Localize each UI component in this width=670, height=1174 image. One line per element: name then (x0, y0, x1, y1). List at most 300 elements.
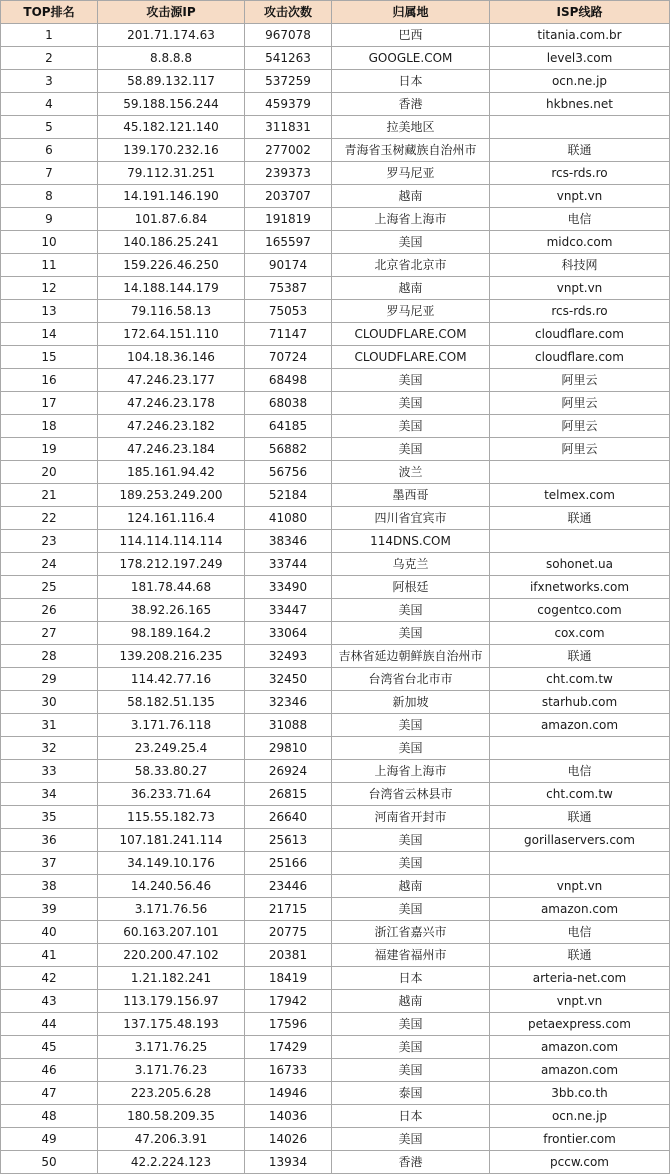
isp-cell: rcs-rds.ro (490, 300, 670, 323)
location-cell: 青海省玉树藏族自治州市 (332, 139, 490, 162)
source-ip-cell: 59.188.156.244 (98, 93, 245, 116)
table-row (1, 70, 670, 93)
table-row (1, 599, 670, 622)
attack-count-cell: 17942 (245, 990, 332, 1013)
location-cell: 美国 (332, 829, 490, 852)
table-row (1, 1105, 670, 1128)
isp-cell: hkbnes.net (490, 93, 670, 116)
table-body (1, 24, 670, 1174)
location-cell: 河南省开封市 (332, 806, 490, 829)
location-cell: 墨西哥 (332, 484, 490, 507)
attack-count-cell: 18419 (245, 967, 332, 990)
header-rank: TOP排名 (1, 1, 98, 24)
table-row (1, 622, 670, 645)
rank-cell: 50 (1, 1151, 98, 1174)
source-ip-cell: 58.33.80.27 (98, 760, 245, 783)
table-row (1, 438, 670, 461)
source-ip-cell: 159.226.46.250 (98, 254, 245, 277)
attack-count-cell: 52184 (245, 484, 332, 507)
location-cell: 新加坡 (332, 691, 490, 714)
location-cell: CLOUDFLARE.COM (332, 346, 490, 369)
source-ip-cell: 42.2.224.123 (98, 1151, 245, 1174)
rank-cell: 47 (1, 1082, 98, 1105)
isp-cell (490, 530, 670, 553)
source-ip-cell: 114.114.114.114 (98, 530, 245, 553)
rank-cell: 28 (1, 645, 98, 668)
rank-cell: 14 (1, 323, 98, 346)
table-row (1, 208, 670, 231)
source-ip-cell: 104.18.36.146 (98, 346, 245, 369)
rank-cell: 35 (1, 806, 98, 829)
source-ip-cell: 79.116.58.13 (98, 300, 245, 323)
location-cell: 美国 (332, 369, 490, 392)
attack-count-cell: 32493 (245, 645, 332, 668)
isp-cell: 3bb.co.th (490, 1082, 670, 1105)
location-cell: 乌克兰 (332, 553, 490, 576)
source-ip-cell: 114.42.77.16 (98, 668, 245, 691)
rank-cell: 21 (1, 484, 98, 507)
attack-count-cell: 203707 (245, 185, 332, 208)
isp-cell: petaexpress.com (490, 1013, 670, 1036)
table-row (1, 1013, 670, 1036)
source-ip-cell: 38.92.26.165 (98, 599, 245, 622)
source-ip-cell: 58.182.51.135 (98, 691, 245, 714)
table-row (1, 875, 670, 898)
rank-cell: 15 (1, 346, 98, 369)
attack-count-cell: 21715 (245, 898, 332, 921)
rank-cell: 17 (1, 392, 98, 415)
location-cell: 美国 (332, 415, 490, 438)
source-ip-cell: 79.112.31.251 (98, 162, 245, 185)
rank-cell: 48 (1, 1105, 98, 1128)
attack-count-cell: 33064 (245, 622, 332, 645)
isp-cell: rcs-rds.ro (490, 162, 670, 185)
isp-cell: 阿里云 (490, 392, 670, 415)
location-cell: 美国 (332, 737, 490, 760)
table-row (1, 760, 670, 783)
isp-cell: ocn.ne.jp (490, 1105, 670, 1128)
table-row (1, 392, 670, 415)
source-ip-cell: 220.200.47.102 (98, 944, 245, 967)
isp-cell: telmex.com (490, 484, 670, 507)
table-row (1, 530, 670, 553)
source-ip-cell: 1.21.182.241 (98, 967, 245, 990)
rank-cell: 29 (1, 668, 98, 691)
source-ip-cell: 47.246.23.184 (98, 438, 245, 461)
isp-cell: cloudflare.com (490, 323, 670, 346)
rank-cell: 24 (1, 553, 98, 576)
attack-count-cell: 311831 (245, 116, 332, 139)
table-row (1, 1059, 670, 1082)
table-row (1, 990, 670, 1013)
source-ip-cell: 14.188.144.179 (98, 277, 245, 300)
location-cell: 美国 (332, 1059, 490, 1082)
table-row (1, 668, 670, 691)
rank-cell: 7 (1, 162, 98, 185)
attack-count-cell: 25613 (245, 829, 332, 852)
location-cell: 香港 (332, 1151, 490, 1174)
isp-cell: 阿里云 (490, 369, 670, 392)
location-cell: 罗马尼亚 (332, 300, 490, 323)
table-row (1, 162, 670, 185)
isp-cell (490, 737, 670, 760)
table-row (1, 346, 670, 369)
location-cell: 波兰 (332, 461, 490, 484)
rank-cell: 31 (1, 714, 98, 737)
header-row (1, 1, 670, 24)
attack-count-cell: 20381 (245, 944, 332, 967)
isp-cell: 阿里云 (490, 415, 670, 438)
location-cell: 上海省上海市 (332, 208, 490, 231)
table-row (1, 783, 670, 806)
table-row (1, 1036, 670, 1059)
source-ip-cell: 98.189.164.2 (98, 622, 245, 645)
source-ip-cell: 58.89.132.117 (98, 70, 245, 93)
location-cell: 日本 (332, 1105, 490, 1128)
isp-cell: ocn.ne.jp (490, 70, 670, 93)
attack-count-cell: 41080 (245, 507, 332, 530)
location-cell: CLOUDFLARE.COM (332, 323, 490, 346)
source-ip-cell: 139.170.232.16 (98, 139, 245, 162)
source-ip-cell: 181.78.44.68 (98, 576, 245, 599)
location-cell: 美国 (332, 622, 490, 645)
location-cell: 泰国 (332, 1082, 490, 1105)
rank-cell: 5 (1, 116, 98, 139)
rank-cell: 37 (1, 852, 98, 875)
location-cell: 美国 (332, 714, 490, 737)
table-row (1, 277, 670, 300)
source-ip-cell: 45.182.121.140 (98, 116, 245, 139)
table-row (1, 139, 670, 162)
location-cell: 114DNS.COM (332, 530, 490, 553)
attack-count-cell: 459379 (245, 93, 332, 116)
attack-count-cell: 14026 (245, 1128, 332, 1151)
rank-cell: 2 (1, 47, 98, 70)
source-ip-cell: 113.179.156.97 (98, 990, 245, 1013)
isp-cell: level3.com (490, 47, 670, 70)
source-ip-cell: 47.246.23.177 (98, 369, 245, 392)
rank-cell: 11 (1, 254, 98, 277)
source-ip-cell: 115.55.182.73 (98, 806, 245, 829)
isp-cell: vnpt.vn (490, 875, 670, 898)
isp-cell: cht.com.tw (490, 668, 670, 691)
isp-cell: cht.com.tw (490, 783, 670, 806)
isp-cell: pccw.com (490, 1151, 670, 1174)
table-row (1, 1082, 670, 1105)
rank-cell: 43 (1, 990, 98, 1013)
source-ip-cell: 189.253.249.200 (98, 484, 245, 507)
attack-count-cell: 90174 (245, 254, 332, 277)
attack-count-cell: 33744 (245, 553, 332, 576)
rank-cell: 10 (1, 231, 98, 254)
source-ip-cell: 137.175.48.193 (98, 1013, 245, 1036)
attack-count-cell: 33447 (245, 599, 332, 622)
rank-cell: 34 (1, 783, 98, 806)
isp-cell: 阿里云 (490, 438, 670, 461)
isp-cell: 联通 (490, 944, 670, 967)
rank-cell: 9 (1, 208, 98, 231)
attack-count-cell: 277002 (245, 139, 332, 162)
attack-count-cell: 17596 (245, 1013, 332, 1036)
rank-cell: 32 (1, 737, 98, 760)
header-source-ip: 攻击源IP (98, 1, 245, 24)
attack-count-cell: 541263 (245, 47, 332, 70)
source-ip-cell: 223.205.6.28 (98, 1082, 245, 1105)
rank-cell: 1 (1, 24, 98, 47)
attack-count-cell: 14946 (245, 1082, 332, 1105)
source-ip-cell: 8.8.8.8 (98, 47, 245, 70)
rank-cell: 33 (1, 760, 98, 783)
attack-count-cell: 68498 (245, 369, 332, 392)
table-row (1, 1151, 670, 1174)
source-ip-cell: 3.171.76.56 (98, 898, 245, 921)
source-ip-cell: 3.171.76.118 (98, 714, 245, 737)
rank-cell: 30 (1, 691, 98, 714)
attack-count-cell: 56882 (245, 438, 332, 461)
rank-cell: 3 (1, 70, 98, 93)
header-isp: ISP线路 (490, 1, 670, 24)
table-row (1, 300, 670, 323)
table-row (1, 645, 670, 668)
source-ip-cell: 3.171.76.25 (98, 1036, 245, 1059)
location-cell: 越南 (332, 277, 490, 300)
rank-cell: 27 (1, 622, 98, 645)
rank-cell: 38 (1, 875, 98, 898)
location-cell: 吉林省延边朝鲜族自治州市 (332, 645, 490, 668)
source-ip-cell: 140.186.25.241 (98, 231, 245, 254)
rank-cell: 49 (1, 1128, 98, 1151)
rank-cell: 26 (1, 599, 98, 622)
table-header (1, 1, 670, 24)
isp-cell: amazon.com (490, 898, 670, 921)
isp-cell: 联通 (490, 507, 670, 530)
table-row (1, 898, 670, 921)
table-row (1, 24, 670, 47)
rank-cell: 22 (1, 507, 98, 530)
location-cell: 浙江省嘉兴市 (332, 921, 490, 944)
attack-count-cell: 75387 (245, 277, 332, 300)
source-ip-cell: 107.181.241.114 (98, 829, 245, 852)
source-ip-cell: 180.58.209.35 (98, 1105, 245, 1128)
rank-cell: 39 (1, 898, 98, 921)
isp-cell: 电信 (490, 208, 670, 231)
location-cell: 巴西 (332, 24, 490, 47)
table-row (1, 553, 670, 576)
table-row (1, 1128, 670, 1151)
table-row (1, 921, 670, 944)
table-row (1, 185, 670, 208)
rank-cell: 23 (1, 530, 98, 553)
table-row (1, 944, 670, 967)
source-ip-cell: 47.246.23.178 (98, 392, 245, 415)
isp-cell: starhub.com (490, 691, 670, 714)
source-ip-cell: 178.212.197.249 (98, 553, 245, 576)
location-cell: 越南 (332, 990, 490, 1013)
isp-cell: vnpt.vn (490, 277, 670, 300)
isp-cell: 联通 (490, 139, 670, 162)
table-row (1, 461, 670, 484)
attack-count-cell: 32346 (245, 691, 332, 714)
header-location: 归属地 (332, 1, 490, 24)
isp-cell (490, 116, 670, 139)
location-cell: 香港 (332, 93, 490, 116)
rank-cell: 40 (1, 921, 98, 944)
location-cell: 美国 (332, 231, 490, 254)
location-cell: 拉美地区 (332, 116, 490, 139)
attack-count-cell: 25166 (245, 852, 332, 875)
location-cell: 美国 (332, 1013, 490, 1036)
attack-count-cell: 33490 (245, 576, 332, 599)
rank-cell: 45 (1, 1036, 98, 1059)
table-row (1, 254, 670, 277)
table-row (1, 231, 670, 254)
isp-cell: cloudflare.com (490, 346, 670, 369)
table-row (1, 852, 670, 875)
isp-cell (490, 852, 670, 875)
isp-cell: 科技网 (490, 254, 670, 277)
location-cell: 美国 (332, 1036, 490, 1059)
source-ip-cell: 172.64.151.110 (98, 323, 245, 346)
rank-cell: 36 (1, 829, 98, 852)
location-cell: GOOGLE.COM (332, 47, 490, 70)
table-row (1, 369, 670, 392)
rank-cell: 4 (1, 93, 98, 116)
attack-count-cell: 16733 (245, 1059, 332, 1082)
table-row (1, 714, 670, 737)
attack-count-cell: 967078 (245, 24, 332, 47)
table-row (1, 737, 670, 760)
attack-count-cell: 14036 (245, 1105, 332, 1128)
source-ip-cell: 36.233.71.64 (98, 783, 245, 806)
attack-count-cell: 537259 (245, 70, 332, 93)
isp-cell: cogentco.com (490, 599, 670, 622)
isp-cell: arteria-net.com (490, 967, 670, 990)
rank-cell: 13 (1, 300, 98, 323)
location-cell: 四川省宜宾市 (332, 507, 490, 530)
table-row (1, 484, 670, 507)
location-cell: 越南 (332, 875, 490, 898)
rank-cell: 18 (1, 415, 98, 438)
rank-cell: 20 (1, 461, 98, 484)
attack-count-cell: 26640 (245, 806, 332, 829)
isp-cell: amazon.com (490, 714, 670, 737)
attack-count-cell: 64185 (245, 415, 332, 438)
attack-count-cell: 20775 (245, 921, 332, 944)
location-cell: 福建省福州市 (332, 944, 490, 967)
isp-cell: vnpt.vn (490, 185, 670, 208)
rank-cell: 46 (1, 1059, 98, 1082)
isp-cell: 电信 (490, 921, 670, 944)
rank-cell: 42 (1, 967, 98, 990)
isp-cell: cox.com (490, 622, 670, 645)
attack-count-cell: 239373 (245, 162, 332, 185)
location-cell: 美国 (332, 392, 490, 415)
isp-cell: vnpt.vn (490, 990, 670, 1013)
source-ip-cell: 139.208.216.235 (98, 645, 245, 668)
rank-cell: 25 (1, 576, 98, 599)
isp-cell (490, 461, 670, 484)
rank-cell: 41 (1, 944, 98, 967)
location-cell: 美国 (332, 898, 490, 921)
source-ip-cell: 47.246.23.182 (98, 415, 245, 438)
location-cell: 美国 (332, 438, 490, 461)
attack-count-cell: 165597 (245, 231, 332, 254)
source-ip-cell: 14.240.56.46 (98, 875, 245, 898)
attack-count-cell: 56756 (245, 461, 332, 484)
attack-count-cell: 26924 (245, 760, 332, 783)
attack-count-cell: 32450 (245, 668, 332, 691)
table-row (1, 323, 670, 346)
table-row (1, 415, 670, 438)
isp-cell: frontier.com (490, 1128, 670, 1151)
location-cell: 阿根廷 (332, 576, 490, 599)
isp-cell: sohonet.ua (490, 553, 670, 576)
table-row (1, 806, 670, 829)
attack-count-cell: 70724 (245, 346, 332, 369)
location-cell: 美国 (332, 1128, 490, 1151)
source-ip-cell: 14.191.146.190 (98, 185, 245, 208)
source-ip-cell: 47.206.3.91 (98, 1128, 245, 1151)
table-row (1, 47, 670, 70)
attack-count-cell: 71147 (245, 323, 332, 346)
source-ip-cell: 124.161.116.4 (98, 507, 245, 530)
rank-cell: 16 (1, 369, 98, 392)
table-row (1, 507, 670, 530)
isp-cell: 联通 (490, 645, 670, 668)
location-cell: 美国 (332, 852, 490, 875)
attack-count-cell: 13934 (245, 1151, 332, 1174)
isp-cell: amazon.com (490, 1059, 670, 1082)
source-ip-cell: 201.71.174.63 (98, 24, 245, 47)
source-ip-cell: 34.149.10.176 (98, 852, 245, 875)
attack-count-cell: 75053 (245, 300, 332, 323)
table-row (1, 116, 670, 139)
source-ip-cell: 23.249.25.4 (98, 737, 245, 760)
isp-cell: titania.com.br (490, 24, 670, 47)
rank-cell: 12 (1, 277, 98, 300)
attack-count-cell: 17429 (245, 1036, 332, 1059)
isp-cell: 联通 (490, 806, 670, 829)
location-cell: 罗马尼亚 (332, 162, 490, 185)
isp-cell: amazon.com (490, 1036, 670, 1059)
table-row (1, 829, 670, 852)
location-cell: 北京省北京市 (332, 254, 490, 277)
location-cell: 上海省上海市 (332, 760, 490, 783)
table-row (1, 93, 670, 116)
attack-count-cell: 29810 (245, 737, 332, 760)
table-row (1, 967, 670, 990)
location-cell: 日本 (332, 967, 490, 990)
attack-count-cell: 26815 (245, 783, 332, 806)
attack-count-cell: 31088 (245, 714, 332, 737)
attack-count-cell: 68038 (245, 392, 332, 415)
header-attack-count: 攻击次数 (245, 1, 332, 24)
location-cell: 台湾省云林县市 (332, 783, 490, 806)
location-cell: 台湾省台北市市 (332, 668, 490, 691)
attack-count-cell: 38346 (245, 530, 332, 553)
source-ip-cell: 185.161.94.42 (98, 461, 245, 484)
isp-cell: gorillaservers.com (490, 829, 670, 852)
attack-count-cell: 23446 (245, 875, 332, 898)
source-ip-cell: 3.171.76.23 (98, 1059, 245, 1082)
location-cell: 日本 (332, 70, 490, 93)
location-cell: 越南 (332, 185, 490, 208)
isp-cell: ifxnetworks.com (490, 576, 670, 599)
rank-cell: 6 (1, 139, 98, 162)
location-cell: 美国 (332, 599, 490, 622)
rank-cell: 8 (1, 185, 98, 208)
source-ip-cell: 101.87.6.84 (98, 208, 245, 231)
